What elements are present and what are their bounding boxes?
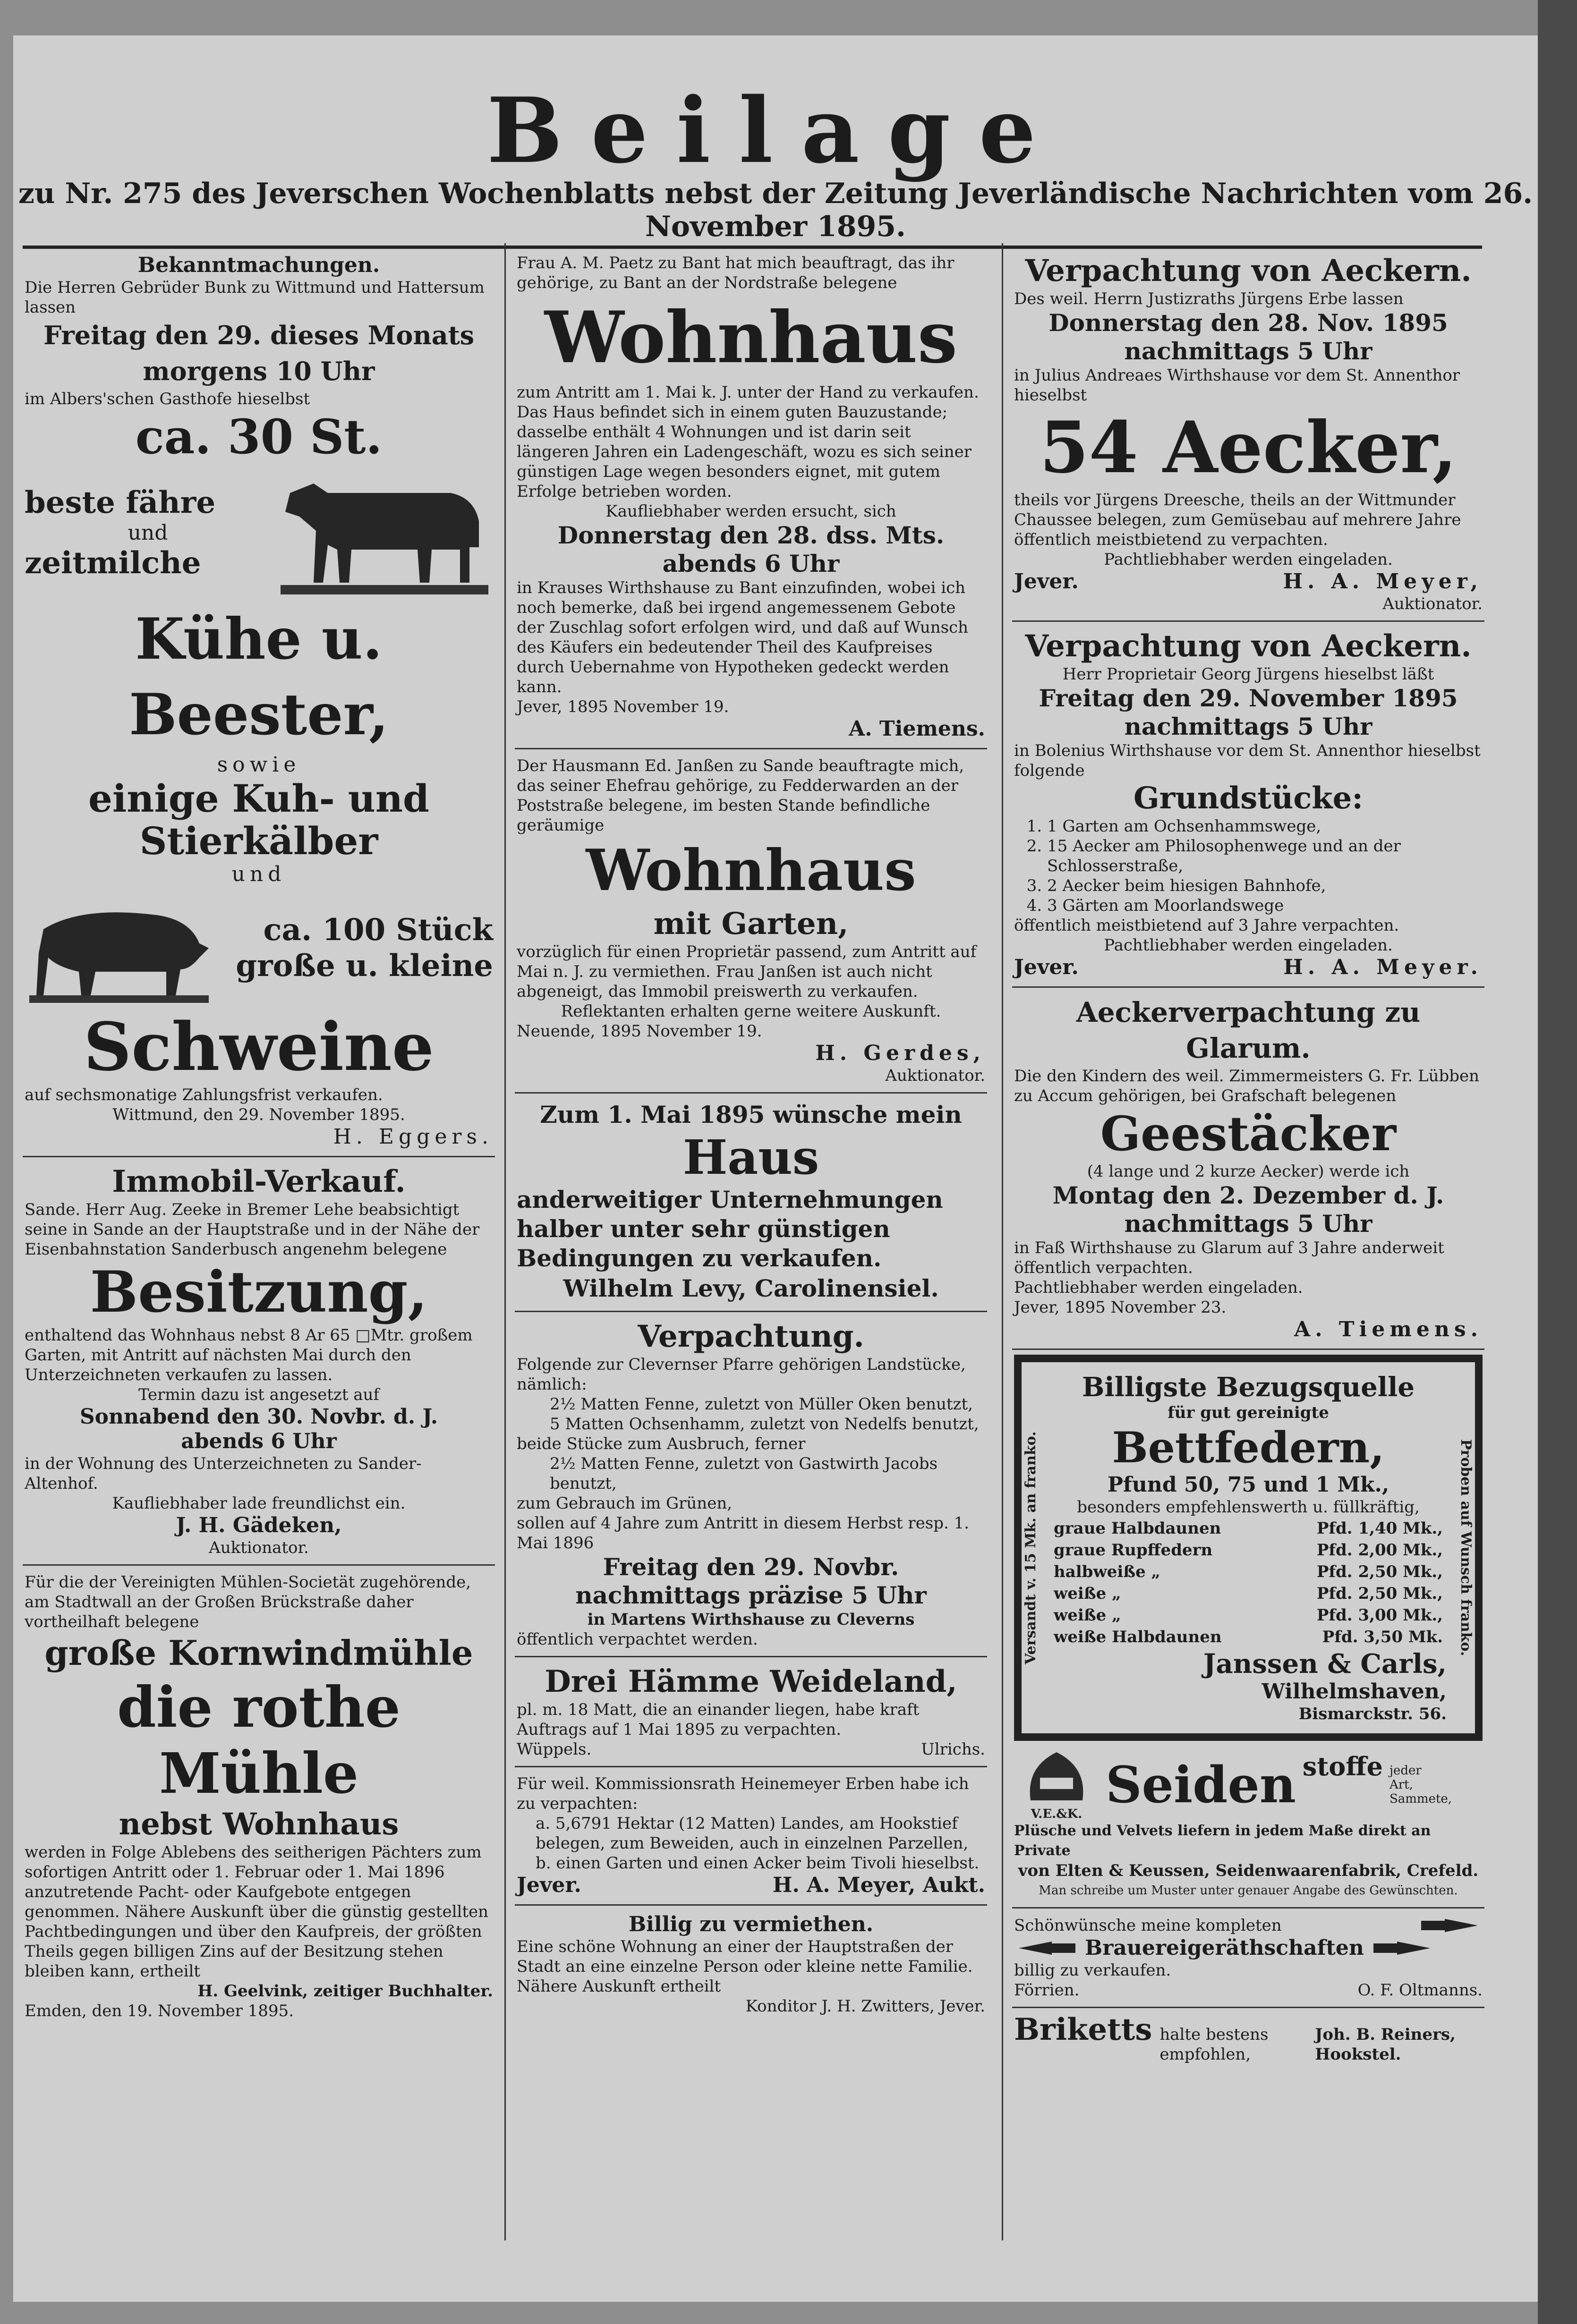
ad-cattle-auction bbox=[23, 250, 495, 1157]
ad-heading: Immobil-Verkauf. bbox=[112, 1164, 406, 1199]
column-divider bbox=[1002, 243, 1003, 2240]
ad-text: zum Gebrauch im Grünen, bbox=[517, 1494, 733, 1513]
ad-house-levy bbox=[515, 1097, 987, 1312]
ad-text: Pachtliebhaber werden eingeladen. bbox=[1104, 550, 1393, 569]
ad-date: Montag den 2. Dezember d. J. bbox=[1052, 1181, 1444, 1209]
ad-heading: Verpachtung von Aeckern. bbox=[1025, 628, 1472, 664]
ad-place: in Julius Andreaes Wirthshause vor dem St. Annenthor hieselbst bbox=[1014, 366, 1460, 405]
ad-text: vorzüglich für einen Proprietär passend, zum Antritt auf Mai n. J. zu vermiethen. Frau Janßen ist auch nicht abgeneigt, das Immobil preiswerth zu verkaufen. bbox=[517, 942, 977, 1001]
ad-signature: H. Geelvink, zeitiger Buchhalter. bbox=[197, 1982, 493, 2001]
ad-brewery bbox=[1012, 1912, 1484, 2008]
ad-signature: H. A. Meyer. bbox=[1283, 955, 1483, 979]
table-cell: Pfd. 3,00 Mk., bbox=[1316, 1606, 1443, 1625]
ad-headline: Wohnhaus bbox=[586, 837, 916, 904]
ad-line: beste fähre bbox=[25, 485, 216, 520]
cow-illustration bbox=[271, 465, 493, 602]
cow-block bbox=[25, 465, 493, 602]
ad-text: Reflektanten erhalten gerne weitere Auskunft. bbox=[561, 1002, 941, 1021]
pointing-hand-icon bbox=[1369, 1938, 1435, 1959]
ad-text: Folgende zur Clevernser Pfarre gehörigen Landstücke, nämlich: bbox=[517, 1355, 966, 1394]
ad-heading: Verpachtung von Aeckern. bbox=[1025, 253, 1472, 288]
ad-signature: H. Eggers. bbox=[333, 1125, 493, 1149]
beehive-icon bbox=[1021, 1748, 1092, 1805]
ad-date: Sonnabend den 30. Novbr. d. J. bbox=[79, 1405, 438, 1429]
ad-text: Des weil. Herrn Justizraths Jürgens Erbe lassen bbox=[1014, 289, 1404, 308]
ad-headline: Haus bbox=[682, 1129, 819, 1185]
ad-date: Donnerstag den 28. Nov. 1895 bbox=[1048, 309, 1448, 337]
ad-text: theils vor Jürgens Dreesche, theils an der Wittmunder Chaussee belegen, zum Gemüsebau auf mehrere Jahre öffentlich meistbietend zu verpachten. bbox=[1014, 491, 1461, 549]
ad-lease-jurgens-heirs bbox=[1012, 250, 1484, 622]
table-cell: graue Halbdaunen bbox=[1054, 1519, 1221, 1538]
table-cell: Pfd. 1,40 Mk., bbox=[1316, 1519, 1443, 1538]
ad-headline: die rothe Mühle bbox=[117, 1674, 401, 1806]
ad-text: auf sechsmonatige Zahlungsfrist verkaufen. bbox=[25, 1086, 383, 1104]
table-row bbox=[1051, 1605, 1446, 1626]
ad-text: Sande. Herr Aug. Zeeke in Bremer Lehe beabsichtigt seine in Sande an der Hauptstraße und in der Nähe der Eisenbahnstation Sanderbusch angenehm belegene bbox=[25, 1200, 480, 1259]
ad-pasture bbox=[515, 1661, 987, 1767]
ad-place: Jever. bbox=[1014, 569, 1079, 594]
ad-lease-glarum bbox=[1012, 992, 1484, 1350]
ad-place-date: Jever, 1895 November 19. bbox=[517, 697, 729, 716]
ad-text: beide Stücke zum Ausbruch, ferner bbox=[517, 1434, 806, 1453]
ad-line: Stierkälber bbox=[139, 819, 378, 863]
ad-headline: Bettfedern, bbox=[1112, 1423, 1385, 1473]
newspaper-page bbox=[13, 35, 1538, 2302]
ad-text: anderweitiger Unternehmungen halber unter sehr günstigen Bedingungen zu verkaufen. bbox=[517, 1186, 943, 1272]
ad-silk bbox=[1012, 1746, 1484, 1908]
ad-signature: J. H. Gädeken, bbox=[176, 1513, 342, 1537]
table-cell: graue Rupffedern bbox=[1054, 1541, 1213, 1560]
ad-text: Eine schöne Wohnung an einer der Hauptstraßen der Stadt an eine einzelne Person oder kleine nette Familie. Nähere Auskunft ertheilt bbox=[517, 1937, 973, 1996]
ad-time: abends 6 Uhr bbox=[181, 1429, 337, 1453]
ad-text: zum Antritt am 1. Mai k. J. unter der Hand zu verkaufen. bbox=[517, 383, 979, 402]
header-rule bbox=[23, 246, 1482, 249]
ad-headline: Geestäcker bbox=[1100, 1106, 1397, 1162]
ad-line: große Kornwindmühle bbox=[44, 1633, 473, 1673]
ad-line: einige Kuh- und bbox=[88, 776, 429, 821]
ad-side-text: Proben auf Wunsch franko. bbox=[1458, 1439, 1474, 1656]
page-subtitle: zu Nr. 275 des Jeverschen Wochenblatts nebst der Zeitung Jeverländische Nachrichten vom 26. November 1895. bbox=[18, 177, 1533, 243]
ad-line: ca. 100 Stück bbox=[263, 912, 493, 948]
ad-line: zeitmilche bbox=[25, 545, 201, 581]
ad-subheading: Grundstücke: bbox=[1134, 780, 1363, 816]
pig-block bbox=[25, 887, 493, 1009]
ad-text: jeder Art, Sammete, bbox=[1389, 1764, 1452, 1806]
ad-text: Das Haus befindet sich in einem guten Bauzustande; dasselbe enthält 4 Wohnungen und ist darin seit längeren Jahren ein Ladengeschäft, wozu es sich seiner günstigen Lage wegen besonders eignet, mit gutem Erfolge betrieben worden. bbox=[517, 403, 972, 501]
ad-text: Pachtliebhaber werden eingeladen. bbox=[1014, 1278, 1303, 1297]
ad-text: Die Herren Gebrüder Bunk zu Wittmund und Hattersum lassen bbox=[25, 278, 485, 317]
ad-text: Für weil. Kommissionsrath Heinemeyer Erben habe ich zu verpachten: bbox=[517, 1774, 969, 1813]
ad-lease-cleverns bbox=[515, 1316, 987, 1657]
ad-place-date: Neuende, 1895 November 19. bbox=[517, 1022, 762, 1041]
ad-text: in Faß Wirthshause zu Glarum auf 3 Jahre anderweit öffentlich verpachten. bbox=[1014, 1238, 1444, 1277]
ad-house-bant bbox=[515, 250, 987, 749]
table-cell: halbweiße „ bbox=[1054, 1562, 1161, 1581]
ad-lease-georg-jurgens bbox=[1012, 626, 1484, 988]
ad-headline: Kühe u. Beester, bbox=[129, 606, 389, 748]
ad-place-date: Wittmund, den 29. November 1895. bbox=[112, 1105, 405, 1124]
pointing-hand-icon bbox=[1014, 1938, 1080, 1959]
list-item: 1. 1 Garten am Ochsenhammswege, bbox=[1047, 816, 1483, 836]
table-cell: Pfd. 2,50 Mk., bbox=[1316, 1584, 1443, 1603]
ad-line: große u. kleine bbox=[236, 948, 493, 984]
ad-text: Die den Kindern des weil. Zimmermeisters G. Fr. Lübben zu Accum gehörigen, bei Grafschaft belegenen bbox=[1014, 1067, 1480, 1105]
ad-heading: Verpachtung. bbox=[638, 1319, 864, 1354]
ad-heading: Aeckerverpachtung zu Glarum. bbox=[1076, 996, 1421, 1064]
ad-time: nachmittags präzise 5 Uhr bbox=[575, 1581, 927, 1609]
list-item: 4. 3 Gärten am Moorlandswege bbox=[1047, 896, 1483, 916]
ad-text: Frau A. M. Paetz zu Bant hat mich beauftragt, das ihr gehörige, zu Bant an der Nordstraße belegene bbox=[517, 254, 955, 292]
ad-line: Billigste Bezugsquelle bbox=[1082, 1372, 1415, 1403]
ad-text: Kaufliebhaber lade freundlichst ein. bbox=[112, 1494, 406, 1513]
ad-place: im Albers'schen Gasthofe hieselbst bbox=[25, 390, 310, 408]
ad-time: nachmittags 5 Uhr bbox=[1124, 337, 1372, 365]
ad-headline: Briketts bbox=[1014, 2012, 1152, 2047]
ad-line: nebst Wohnhaus bbox=[119, 1807, 399, 1842]
ad-text: Man schreibe um Muster unter genauer Angabe des Gewünschten. bbox=[1039, 1883, 1458, 1898]
ad-line: sowie bbox=[217, 753, 301, 777]
ad-place: in Bolenius Wirthshause vor dem St. Annenthor hieselbst folgende bbox=[1014, 741, 1481, 780]
ad-headline: Brauereigeräthschaften bbox=[1085, 1936, 1364, 1960]
ad-signature: O. F. Oltmanns. bbox=[1357, 1981, 1483, 2000]
ad-briquettes bbox=[1012, 2012, 1484, 2064]
ad-text: pl. m. 18 Matt, die an einander liegen, habe kraft Auftrags auf 1 Mai 1895 zu verpachten. bbox=[517, 1700, 920, 1739]
ad-text: in der Wohnung des Unterzeichneten zu Sander-Altenhof. bbox=[25, 1454, 422, 1493]
table-row bbox=[1051, 1540, 1446, 1561]
ad-line: und bbox=[128, 521, 168, 545]
ad-line: Zum 1. Mai 1895 wünsche mein bbox=[540, 1101, 962, 1128]
ad-bedfeathers-frame bbox=[1014, 1355, 1483, 1741]
ad-time: nachmittags 5 Uhr bbox=[1124, 1210, 1372, 1238]
ad-item: 5 Matten Ochsenhamm, zuletzt von Nedelfs benutzt, bbox=[550, 1415, 979, 1433]
ad-text: Termin dazu ist angesetzt auf bbox=[138, 1385, 380, 1404]
ad-house-fedderwarden bbox=[515, 753, 987, 1094]
plot-list bbox=[1014, 816, 1483, 916]
table-row bbox=[1051, 1627, 1446, 1647]
ad-date: Freitag den 29. dieses Monats bbox=[43, 320, 475, 350]
ad-text: billig zu verkaufen. bbox=[1014, 1961, 1171, 1980]
ad-time: abends 6 Uhr bbox=[662, 550, 840, 577]
ad-windmill bbox=[23, 1569, 495, 2027]
ad-signature: Joh. B. Reiners, Hookstel. bbox=[1315, 2025, 1456, 2064]
ad-text: öffentlich verpachtet werden. bbox=[517, 1630, 758, 1649]
ad-text: Schönwünsche meine kompleten bbox=[1014, 1916, 1282, 1935]
column-2 bbox=[515, 250, 987, 2027]
ad-signature: H. Gerdes, bbox=[815, 1041, 985, 1065]
logo-text: V.E.&K. bbox=[1031, 1807, 1083, 1821]
ad-count: ca. 30 St. bbox=[135, 409, 383, 465]
ad-time: morgens 10 Uhr bbox=[143, 356, 375, 386]
ad-rent bbox=[515, 1909, 987, 2023]
ad-line: und bbox=[231, 862, 286, 886]
ad-place-date: Emden, den 19. November 1895. bbox=[25, 2002, 294, 2020]
ad-place: Wüppels. bbox=[517, 1740, 592, 1759]
column-1 bbox=[23, 250, 495, 2031]
ad-place: in Martens Wirthshause zu Cleverns bbox=[587, 1610, 915, 1629]
ad-time: nachmittags 5 Uhr bbox=[1124, 712, 1372, 740]
table-cell: weiße „ bbox=[1054, 1584, 1121, 1603]
ad-firm: Janssen & Carls, bbox=[1203, 1648, 1447, 1679]
ad-city: Wilhelmshaven, bbox=[1262, 1679, 1447, 1704]
list-item: 3. 2 Aecker beim hiesigen Bahnhofe, bbox=[1047, 876, 1483, 896]
ad-role: Auktionator. bbox=[885, 1066, 985, 1085]
ad-text: Plüsche und Velvets liefern in jedem Maße direkt an Private bbox=[1014, 1823, 1431, 1859]
ad-date: Donnerstag den 28. dss. Mts. bbox=[557, 521, 945, 549]
ad-headline: stoffe bbox=[1302, 1751, 1383, 1781]
ad-street: Bismarckstr. 56. bbox=[1298, 1705, 1447, 1723]
ad-text: Kaufliebhaber werden ersucht, sich bbox=[605, 502, 896, 521]
ad-signature: Konditor J. H. Zwitters, Jever. bbox=[745, 1997, 985, 2016]
table-row bbox=[1051, 1561, 1446, 1582]
ad-text: Pachtliebhaber werden eingeladen. bbox=[1104, 936, 1393, 955]
beehive-logo bbox=[1014, 1748, 1099, 1821]
ad-signature: Wilhelm Levy, Carolinensiel. bbox=[563, 1274, 939, 1302]
list-item: 2. 15 Aecker am Philosophenwege und an der Schlosserstraße, bbox=[1047, 836, 1483, 876]
ad-signature: H. A. Meyer, Aukt. bbox=[772, 1873, 985, 1897]
ad-text: sollen auf 4 Jahre zum Antritt in diesem Herbst resp. 1. Mai 1896 bbox=[517, 1514, 970, 1552]
ad-text: Herr Proprietair Georg Jürgens hieselbst läßt bbox=[1062, 665, 1434, 684]
table-cell: Pfd. 2,50 Mk., bbox=[1316, 1562, 1443, 1581]
ad-item: 2½ Matten Fenne, zuletzt von Müller Oken benutzt, bbox=[550, 1395, 973, 1414]
ad-heading: Bekanntmachungen. bbox=[137, 253, 380, 277]
ad-headline: 54 Aecker, bbox=[1040, 406, 1457, 489]
ad-headline: Besitzung, bbox=[90, 1259, 428, 1325]
ad-item: 2½ Matten Fenne, zuletzt von Gastwirth Jacobs benutzt, bbox=[550, 1454, 938, 1493]
page-title: Beilage bbox=[486, 78, 1065, 183]
ad-lease-heinemeyer bbox=[515, 1771, 987, 1906]
scan-edge bbox=[1538, 0, 1577, 2324]
ad-signature: Ulrichs. bbox=[921, 1740, 985, 1759]
ad-headline: Schweine bbox=[84, 1009, 434, 1086]
ad-property-sale bbox=[23, 1161, 495, 1566]
ad-text: Für die der Vereinigten Mühlen-Societät zugehörende, am Stadtwall an der Großen Brückstraße daher vortheilhaft belegene bbox=[25, 1573, 471, 1631]
table-cell: Pfd. 2,00 Mk., bbox=[1316, 1541, 1443, 1560]
ad-text: werden in Folge Ablebens des seitherigen Pächters zum sofortigen Antritt oder 1. Februar oder 1. Mai 1896 anzutretende Pacht- oder Kaufgebote entgegen genommen. Nähere Auskunft über die günstig gestellten Pachtbedingungen und über den Kaufpreis, der größten Theils gegen billigen Zins auf der Besitzung stehen bleiben kann, ertheilt bbox=[25, 1843, 489, 1981]
ad-heading: Billig zu vermiethen. bbox=[628, 1912, 874, 1936]
pointing-hand-icon bbox=[1416, 1915, 1483, 1936]
ad-text: (4 lange und 2 kurze Aecker) werde ich bbox=[1087, 1162, 1410, 1181]
ad-place: Jever. bbox=[517, 1873, 581, 1897]
ad-place: Förrien. bbox=[1014, 1981, 1080, 2000]
ad-line: mit Garten, bbox=[653, 906, 849, 941]
ad-text: besonders empfehlenswerth u. füllkräftig, bbox=[1077, 1498, 1420, 1517]
ad-headline: Wohnhaus bbox=[544, 296, 958, 379]
ad-headline: Seiden bbox=[1106, 1755, 1296, 1814]
ad-date: Freitag den 29. November 1895 bbox=[1039, 684, 1458, 712]
table-row bbox=[1051, 1583, 1446, 1604]
table-cell: Pfd. 3,50 Mk. bbox=[1322, 1628, 1443, 1646]
ad-item: b. einen Garten und einen Acker beim Tivoli hieselbst. bbox=[536, 1854, 980, 1873]
ad-text: in Krauses Wirthshause zu Bant einzufinden, wobei ich noch bemerke, daß bei irgend angemessenem Gebote der Zuschlag sofort erfolgen wird, und daß auf Wunsch des Käufers ein bedeutender Theil des Kaufpreises durch Uebernahme von Hypotheken gedeckt werden kann. bbox=[517, 578, 969, 696]
ad-text: halte bestens empfohlen, bbox=[1159, 2025, 1269, 2064]
ad-text: enthaltend das Wohnhaus nebst 8 Ar 65 □Mtr. großem Garten, mit Antritt auf nächsten Mai durch den Unterzeichneten verkaufen zu lassen. bbox=[25, 1326, 473, 1384]
ad-place-date: Jever, 1895 November 23. bbox=[1014, 1298, 1227, 1317]
ad-firm: von Elten & Keussen, Seidenwaarenfabrik, Crefeld. bbox=[1018, 1861, 1479, 1880]
table-cell: weiße „ bbox=[1054, 1606, 1121, 1625]
ad-role: Auktionator. bbox=[1382, 594, 1483, 613]
ad-price: Pfund 50, 75 und 1 Mk., bbox=[1107, 1473, 1389, 1497]
ad-signature: A. Tiemens. bbox=[849, 717, 985, 741]
ad-role: Auktionator. bbox=[209, 1538, 309, 1557]
ad-signature: A. Tiemens. bbox=[1294, 1317, 1483, 1341]
ad-text: Der Hausmann Ed. Janßen zu Sande beauftragte mich, das seiner Ehefrau gehörige, zu Fedderwarden an der Poststraße belegene, im besten Stande befindliche geräumige bbox=[517, 756, 964, 835]
column-divider bbox=[504, 243, 506, 2240]
price-table bbox=[1050, 1517, 1447, 1648]
ad-item: a. 5,6791 Hektar (12 Matten) Landes, am Hookstief belegen, zum Beweiden, auch in einzelnen Parzellen, bbox=[536, 1814, 969, 1853]
table-row bbox=[1051, 1518, 1446, 1539]
ad-date: Freitag den 29. Novbr. bbox=[603, 1553, 899, 1581]
column-3 bbox=[1012, 250, 1484, 2064]
ad-line: für gut gereinigte bbox=[1168, 1403, 1329, 1422]
ad-side-text: Versandt v. 15 Mk. an franko. bbox=[1023, 1431, 1039, 1664]
ad-heading: Drei Hämme Weideland, bbox=[545, 1664, 957, 1699]
ad-text: öffentlich meistbietend auf 3 Jahre verpachten. bbox=[1014, 916, 1399, 935]
ad-place: Jever. bbox=[1014, 955, 1079, 979]
table-cell: weiße Halbdaunen bbox=[1054, 1628, 1222, 1646]
ad-signature: H. A. Meyer, bbox=[1283, 569, 1483, 594]
pig-illustration bbox=[25, 887, 213, 1009]
